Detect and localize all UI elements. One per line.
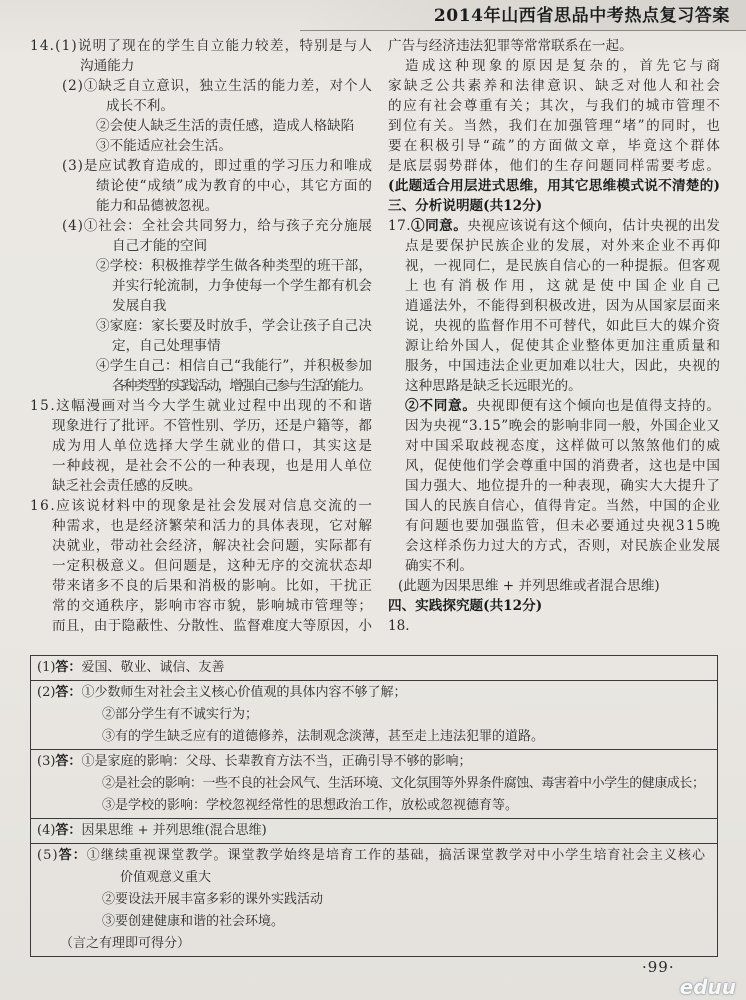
text-segment: 确实不利。 [405,558,473,574]
text-segment: (5) [37,848,59,863]
answer-line-text [405,238,721,254]
text-segment: 逍遥法外，不能得到积极改进，因为从国家层面来 [405,298,721,314]
answer-line-text [30,498,374,514]
text-segment: 发展自我 [112,298,167,314]
bold-text-segment: (此题适合用层进式思维，用其它思维模式说不清楚的) [388,178,721,194]
text-segment: 一定积极意义。但问题是，这种无序的交流状态却 [52,558,373,574]
answer-line-text [96,118,354,134]
text-segment: ③家庭：家长要及时放手，学会让孩子自己决 [96,318,373,334]
answer-line-text [388,158,722,174]
text-segment: 风，促使他们学会尊重中国的消费者，这也是中国 [405,458,721,474]
text-segment: 常的交通秩序，影响市容市貌，影响城市管理等； [52,598,373,614]
answer-line [31,704,717,726]
text-segment: 家缺乏公共素养和法律意识、缺乏对他人和社会 [388,78,723,94]
bold-text-segment: 答： [55,685,82,700]
text-segment: 18. [388,618,410,634]
text-segment: 说，央视的监督作用不可替代，如此巨大的媒介资 [405,318,721,334]
right-column [388,36,725,636]
text-segment: 成为用人单位选择大学生就业的借口，其实这是 [52,438,374,454]
answer-line-text [405,538,721,554]
answer-table [30,655,718,957]
answer-line-text [37,823,267,838]
answer-line [30,576,372,596]
answer-line [30,536,372,556]
answer-line-text [405,358,721,374]
answer-line [30,116,372,136]
answer-line-text [52,578,373,594]
answer-line [31,911,717,933]
answer-line [31,845,717,867]
text-segment: (2) [37,685,56,700]
answer-line-text [30,398,374,414]
answer-line-text [52,438,374,454]
text-segment: 自己才能的空间 [112,238,208,254]
bold-text-segment: 答： [55,660,82,675]
answer-line-text [112,338,221,354]
answer-line-text [52,538,373,554]
answer-line [31,773,717,795]
text-segment: 而且，由于隐蔽性、分散性、监督难度大等原因，小 [52,618,373,634]
text-segment: 对中国采取歧视态度，这样做可以煞煞他们的威 [405,438,722,454]
answer-line-text [60,936,190,951]
text-segment: 因为央视“3.15”晚会的影响非同一般，外国企业又 [405,418,721,434]
answer-line [30,156,372,176]
answer-row [31,680,717,749]
answer-line [30,356,372,376]
answer-line-text [405,278,724,294]
answer-line [388,616,720,636]
text-segment: 15.这幅漫画对当今大学生就业过程中出现的不和谐 [30,398,374,414]
answer-line [30,496,372,516]
bold-text-segment: 答： [55,823,82,838]
answer-line [388,416,720,436]
answer-line-text [37,754,471,769]
answer-line [388,296,720,316]
answer-line [30,436,372,456]
text-segment: 能力和品德被忽视。 [96,198,219,214]
answer-line-text [30,38,373,54]
text-segment: 国人的民族自信心，值得肯定。当然，中国的企业 [405,498,721,514]
text-segment: (4) [37,823,56,838]
answer-line-text [112,238,207,254]
answer-note [388,576,720,596]
text-segment: 会这样杀伤力过大的方式，否则，对民族企业发展 [405,538,721,554]
text-segment: 有问题也要加强监管，但未必要通过央视315晚 [405,518,722,534]
text-segment: 并实行轮流制，力争使每一个学生都有机会 [112,278,373,294]
answer-line-text [405,338,721,354]
answer-note [388,176,720,196]
text-segment: ②部分学生有不诚实行为； [102,707,259,722]
answer-line-text [102,892,323,907]
answer-line-text [52,458,373,474]
answer-line-text [388,138,722,154]
answer-line [388,96,720,116]
text-segment: 要在积极引导“疏”的方面做文章，毕竟这个群体 [388,138,723,154]
answer-line [388,396,720,416]
section-heading [388,596,720,616]
text-segment: 价值观意义重大 [120,870,212,885]
answer-line [30,476,372,496]
answer-line-text [37,848,706,863]
answer-line-text [388,178,720,194]
text-segment: 上也有消极作用，这就是使中国企业自己 [405,278,725,294]
answer-line [31,795,717,817]
bold-text-segment: 答： [58,848,87,863]
answer-row [31,656,717,680]
answer-line-text [102,798,518,813]
answer-line-text [96,318,372,334]
answer-line-text [405,438,721,454]
answer-line-text [388,38,633,54]
answer-line [30,596,372,616]
answer-line [30,316,372,336]
answer-line-text [388,598,542,614]
answer-line-text [52,478,202,494]
answer-line-text [405,418,721,434]
text-segment: (此题为因果思维 + 并列思维或者混合思维) [398,578,660,594]
answer-line [30,556,372,576]
page-number: ·99· [642,958,675,976]
answer-line [31,657,717,679]
answer-line-text [106,98,174,114]
text-segment: 种需求，也是经济繁荣和活力的具体表现，它对解 [52,518,373,534]
answer-line-text [405,518,721,534]
answer-line [30,216,372,236]
answer-line [388,516,720,536]
text-segment: 点是要保护民族企业的发展，对外来企业不再仰 [405,238,722,254]
text-segment: (1) [37,660,56,675]
text-segment: 的应有社会尊重有关；其次，与我们的城市管理不 [388,98,722,114]
answer-line-text [405,478,721,494]
text-segment: (2)①缺乏自立意识，独立生活的能力差，对个人 [62,78,373,94]
text-segment: （言之有理即可得分） [60,936,191,951]
answer-line-text [96,258,372,274]
answer-line [30,56,372,76]
answer-line [30,396,372,416]
answer-line-text [405,318,721,334]
answer-line [388,76,723,96]
answer-line [30,416,372,436]
text-segment: 14.(1)说明了现在的学生自立能力较差，特别是与人 [30,38,374,54]
bold-text-segment: ①同意。 [411,218,468,234]
answer-line [388,216,720,236]
bold-text-segment: ②不同意。 [405,398,477,414]
answer-line-text [96,198,218,214]
answer-line-text [120,870,211,885]
answer-line [388,56,724,76]
answer-line-text [102,914,284,929]
answer-line [388,456,720,476]
answer-line [31,682,717,704]
answer-line [30,256,372,276]
text-segment: ①少数师生对社会主义核心价值观的具体内容不够了解； [81,685,407,700]
page-header [300,0,746,31]
answer-line-text [398,578,660,594]
answer-line-text [388,118,721,134]
answer-line [30,76,372,96]
answer-line [31,751,717,773]
answer-line [30,96,372,116]
answer-line [31,933,717,955]
answer-line [31,867,717,889]
answer-line [388,236,720,256]
answer-line-text [62,78,373,94]
answer-line-text [405,258,721,274]
answer-line [388,156,720,176]
text-segment: 一种歧视，是社会不公的一种表现，也是用人单位 [52,458,373,474]
answer-line [388,336,720,356]
answer-line-text [52,618,372,634]
text-segment: 16.应该说材料中的现象是社会发展对信息交流的一 [30,498,374,514]
answer-line-text [102,729,544,744]
answer-line-text [96,138,232,154]
answer-line-text [388,618,410,634]
text-segment: 爱国、敬业、诚信、友善 [81,660,225,675]
text-segment: 视，一视同仁，是民族自信心的一种提振。但客观 [405,258,721,274]
bold-text-segment: 答： [55,754,82,769]
answer-line [30,36,372,56]
text-segment: 各种类型的实践活动，增强自己参与生活的能力。 [112,378,371,394]
text-segment: ②会使人缺乏生活的责任感，造成人格缺陷 [96,118,355,134]
answer-line [388,116,720,136]
answer-line-text [96,178,373,194]
answer-line-text [52,518,373,534]
section-heading [388,196,720,216]
text-segment: ②要设法开展丰富多彩的课外实践活动 [102,892,324,907]
answer-line [30,296,372,316]
text-segment: 成长不利。 [106,98,174,114]
text-segment: (4)①社会：全社会共同努力，给与孩子充分施展 [62,218,373,234]
answer-line-text [37,660,224,675]
answer-line-text [388,98,722,114]
answer-line [30,456,372,476]
answer-line [30,376,372,396]
answer-line-text [102,707,258,722]
answer-line [388,476,720,496]
answer-line [388,256,720,276]
text-segment: 绩论使“成绩”成为教育的中心，其它方面的 [96,178,373,194]
text-segment: ④学生自己：相信自己“我能行”，并积极参加 [96,358,373,374]
answer-line [30,136,372,156]
answer-line [30,276,372,296]
answer-line-text [80,58,134,74]
answer-line-text [102,776,705,791]
left-column [30,36,372,636]
answer-line [388,556,720,576]
answer-line [31,726,717,748]
text-segment: 央视应该说有这个倾向，估计央视的出发 [467,218,721,234]
answer-line-text [388,198,542,214]
answer-line [30,336,372,356]
answer-line [30,616,372,636]
text-segment: ③有的学生缺乏应有的道德修养，法制观念淡薄，甚至走上违法犯罪的道路。 [102,729,545,744]
bold-text-segment: 四、实践探究题(共12分) [388,598,543,614]
text-segment: 定，自己处理事情 [112,338,221,354]
answer-line [31,820,717,842]
text-segment: (3)是应试教育造成的，即过重的学习压力和唯成 [62,158,373,174]
answer-line [388,376,720,396]
text-segment: 造成这种现象的原因是复杂的，首先它与商 [405,58,724,74]
answer-line [388,36,720,56]
text-segment: 缺乏社会责任感的反映。 [52,478,202,494]
answer-line [30,196,372,216]
text-segment: 沟通能力 [80,58,135,74]
answer-line [31,889,717,911]
text-segment: (3) [37,754,56,769]
answer-line-text [388,218,720,234]
text-segment: ②学校：积极推荐学生做各种类型的班干部， [96,258,373,274]
answer-line-text [37,685,406,700]
answer-line-text [405,398,721,414]
text-segment: ③不能适应社会生活。 [96,138,232,154]
answer-line [388,496,720,516]
answer-line-text [52,418,372,434]
text-segment: ③要创建健康和谐的社会环境。 [102,914,285,929]
answer-line [30,516,372,536]
answer-line-text [112,298,166,314]
answer-row [31,749,717,818]
text-segment: 这种思路是缺乏长远眼光的。 [405,378,582,394]
text-segment: 到位有关。当然，我们在加强管理“堵”的同时，也 [388,118,722,134]
text-segment: 国力强大、地位提升的一种表现，确实大大提升了 [405,478,721,494]
answer-line-text [112,278,372,294]
answer-line-text [405,458,721,474]
text-segment: 现象进行了批评。不管性别、学历，还是户籍等，都 [52,418,373,434]
answer-line [388,436,720,456]
answer-line-text [388,78,722,94]
answer-line-text [52,598,373,614]
answer-row [31,843,717,956]
answer-line-text [405,58,723,74]
answer-line [388,356,720,376]
text-segment: 带来诸多不良的后果和消极的影响。比如，干扰正 [52,578,373,594]
text-segment: 源让给外国人，促使其企业整体更加注重质量和 [405,338,722,354]
answer-line [388,136,723,156]
watermark-logo: eduu [679,975,736,999]
answer-line [30,236,372,256]
text-segment: ①继续重视课堂教学。课堂教学始终是培育工作的基础，搞活课堂教学对中小学生培育社会主义核心 [86,848,707,863]
text-segment: 是底层弱势群体，他们的生存问题同样需要考虑。 [388,158,722,174]
text-segment: 服务，中国违法企业更加难以壮大，因此，央视的 [405,358,721,374]
text-segment: 广告与经济违法犯罪等常常联系在一起。 [388,38,633,54]
page-header-title: 2014年山西省思品中考热点复习答案 [433,6,730,26]
bold-text-segment: 三、分析说明题(共12分) [388,198,543,214]
answer-line-text [405,378,582,394]
answer-line-text [62,158,373,174]
answer-line [388,316,720,336]
answer-line [388,536,720,556]
text-segment: ②是社会的影响：一些不良的社会风气、生活环境、文化氛围等外界条件腐蚀、毒害着中小学生的健康成长； [102,776,705,791]
text-segment: ③是学校的影响：学校忽视经常性的思想政治工作，放松或忽视德育等。 [102,798,519,813]
answer-line-text [62,218,373,234]
answer-row [31,818,717,843]
answer-line-text [52,558,373,574]
text-segment: 因果思维 + 并列思维(混合思维) [81,823,267,838]
answer-line-text [112,378,370,394]
answer-line [30,176,372,196]
answer-line-text [405,558,473,574]
answer-line-text [405,498,721,514]
text-segment: 17. [388,218,412,234]
text-segment: ①是家庭的影响：父母、长辈教育方法不当，正确引导不够的影响； [81,754,472,769]
answer-line-text [96,358,372,374]
answer-line-text [405,298,721,314]
answer-line [388,276,725,296]
text-segment: 央视即便有这个倾向也是值得支持的。 [476,398,721,414]
text-segment: 决就业，带动社会经济，解决社会问题，实际都有 [52,538,373,554]
